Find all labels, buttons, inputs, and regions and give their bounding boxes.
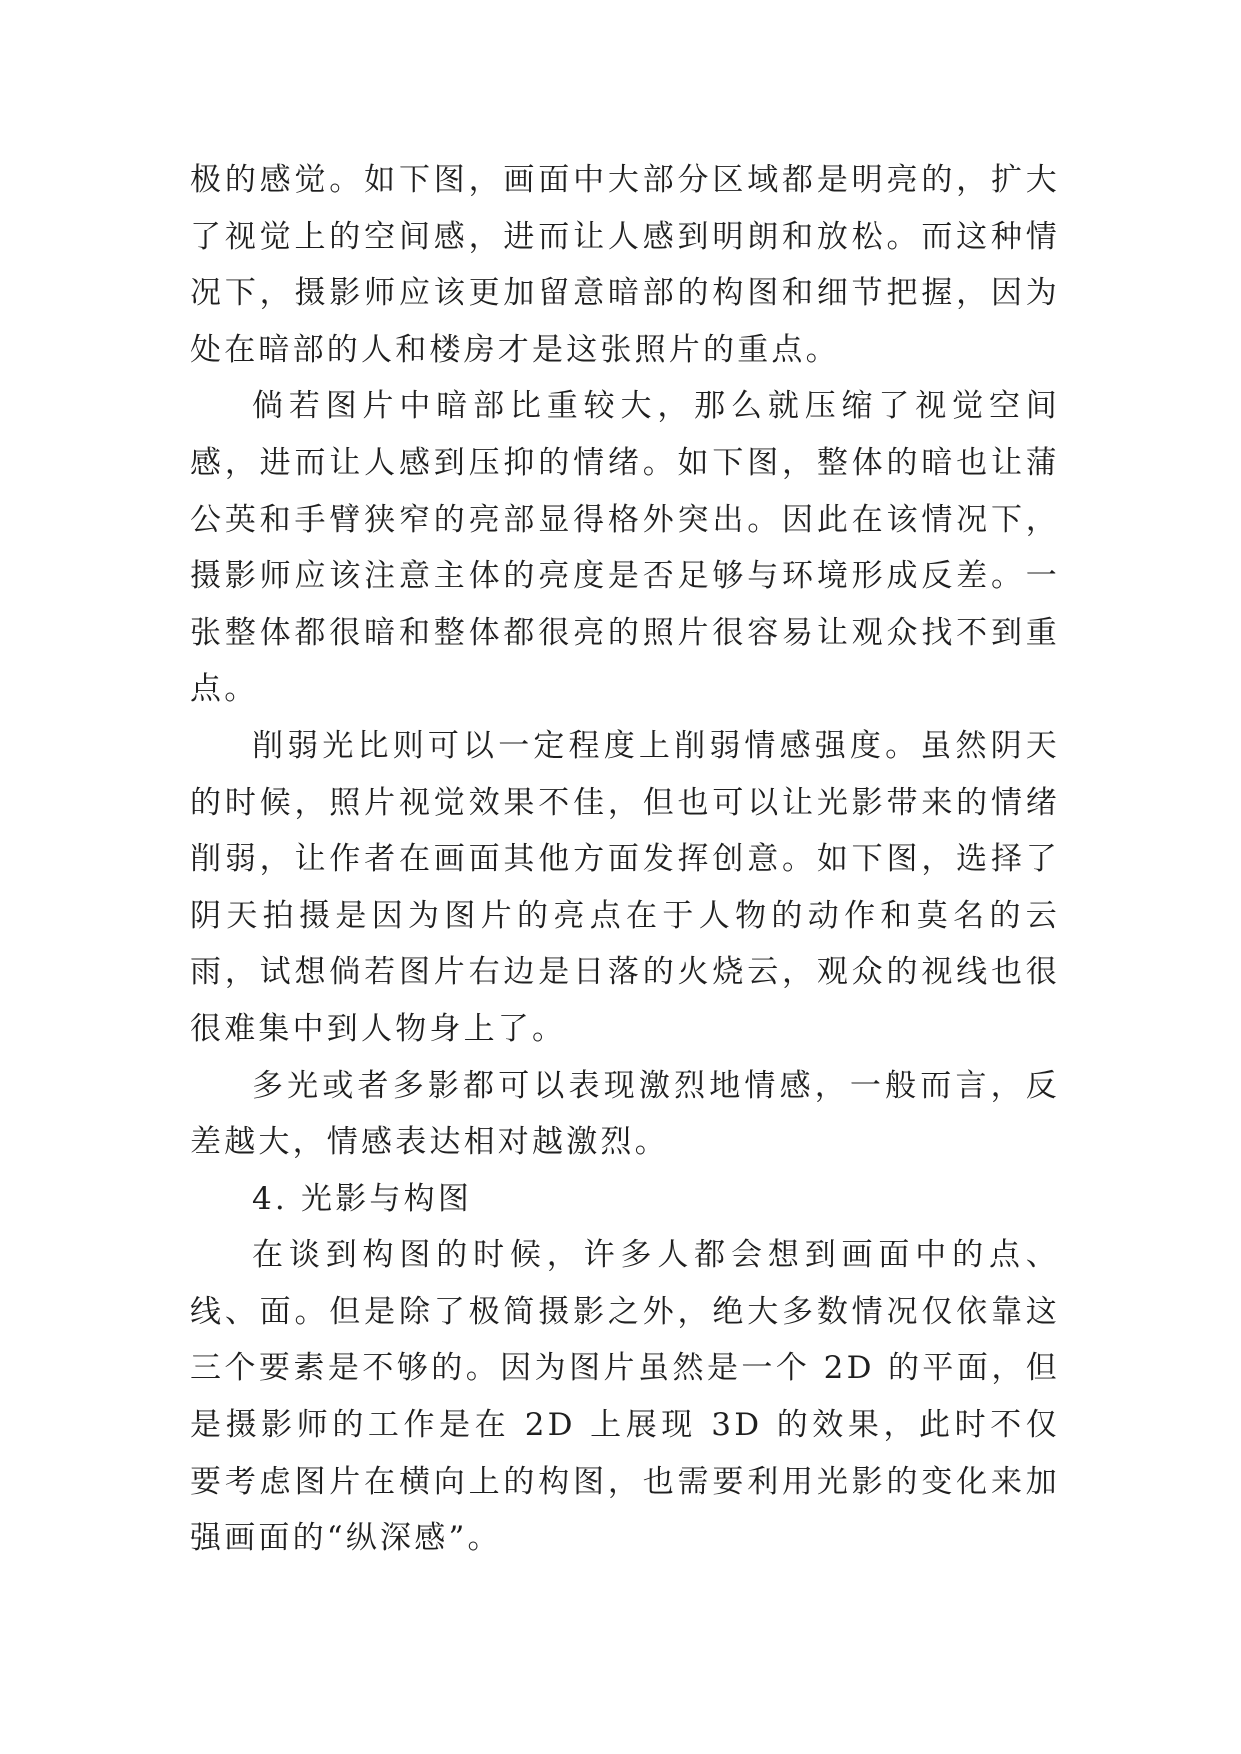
- paragraph-continued: 极的感觉。如下图，画面中大部分区域都是明亮的，扩大了视觉上的空间感，进而让人感到明朗和放松。而这种情况下，摄影师应该更加留意暗部的构图和细节把握，因为处在暗部的人和楼房才是这张照片的重点。: [190, 162, 1060, 368]
- paragraph: 多光或者多影都可以表现激烈地情感，一般而言，反差越大，情感表达相对越激烈。: [190, 1067, 1060, 1161]
- paragraph: 在谈到构图的时候，许多人都会想到画面中的点、线、面。但是除了极简摄影之外，绝大多数情况仅依靠这三个要素是不够的。因为图片虽然是一个 2D 的平面，但是摄影师的工作是在 2D 上展现 3D 的效果，此时不仅要考虑图片在横向上的构图，也需要利用光影的变化来加强画面的“纵深感”。: [190, 1237, 1060, 1557]
- body-text: [190, 152, 1060, 1567]
- paragraph: 倘若图片中暗部比重较大，那么就压缩了视觉空间感，进而让人感到压抑的情绪。如下图，整体的暗也让蒲公英和手臂狭窄的亮部显得格外突出。因此在该情况下，摄影师应该注意主体的亮度是否足够与环境形成反差。一张整体都很暗和整体都很亮的照片很容易让观众找不到重点。: [190, 388, 1060, 708]
- paragraph: 削弱光比则可以一定程度上削弱情感强度。虽然阴天的时候，照片视觉效果不佳，但也可以让光影带来的情绪削弱，让作者在画面其他方面发挥创意。如下图，选择了阴天拍摄是因为图片的亮点在于人物的动作和莫名的云雨，试想倘若图片右边是日落的火烧云，观众的视线也很很难集中到人物身上了。: [190, 727, 1060, 1047]
- section-heading: 4. 光影与构图: [252, 1180, 473, 1217]
